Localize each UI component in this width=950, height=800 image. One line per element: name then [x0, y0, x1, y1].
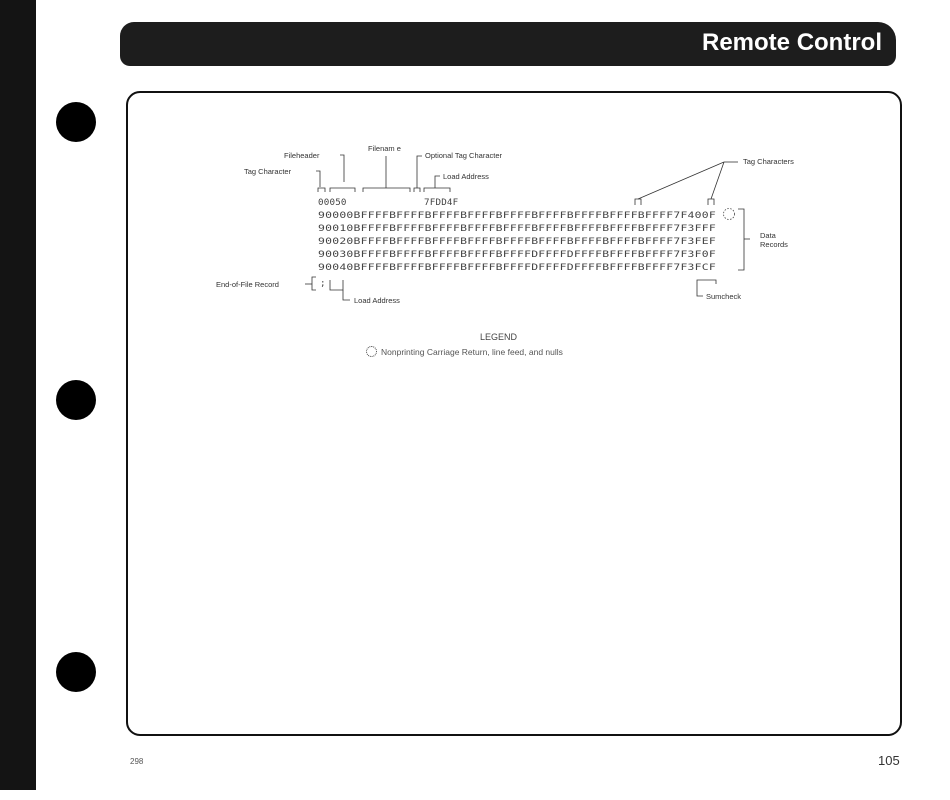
- bottom-load-address-leader: [343, 290, 350, 300]
- tag-char-leader: [638, 162, 724, 199]
- legend-row: [366, 346, 563, 357]
- carriage-return-symbol: [724, 209, 735, 220]
- tag-char-bracket: [708, 199, 714, 205]
- fileheader-label: Fileheader: [284, 151, 320, 160]
- optional-tag-bracket: [414, 188, 420, 192]
- load-address-leader: [435, 176, 440, 188]
- sumcheck-bracket: [697, 280, 716, 284]
- data-record: 90020BFFFFBFFFFBFFFFBFFFFBFFFFBFFFFBFFFFBFFFFBFFFF7F3FEF: [318, 236, 716, 247]
- legend-title: LEGEND: [480, 332, 518, 342]
- tag-char-leader: [711, 162, 724, 199]
- filename-bracket: [363, 188, 410, 192]
- dotted-circle-icon: [366, 346, 377, 357]
- tag-bracket: [318, 188, 325, 192]
- data-record: 90030BFFFFBFFFFBFFFFBFFFFBFFFFDFFFFDFFFFBFFFFBFFFF7F3F0F: [318, 249, 716, 260]
- page-number-left: 298: [130, 757, 144, 766]
- tag-character-label: Tag Character: [244, 167, 292, 176]
- data-record: 90040BFFFFBFFFFBFFFFBFFFFBFFFFDFFFFDFFFFBFFFFBFFFF7F3FCF: [318, 262, 716, 273]
- bottom-load-address-bracket: [330, 280, 343, 290]
- data-record: 90010BFFFFBFFFFBFFFFBFFFFBFFFFBFFFFBFFFFBFFFFBFFFF7F3FFF: [318, 223, 716, 234]
- legend-text: Nonprinting Carriage Return, line feed, and nulls: [381, 346, 563, 357]
- fileheader-leader: [340, 155, 344, 182]
- tag-characters-label: Tag Characters: [743, 157, 794, 166]
- bottom-load-address-label: Load Address: [354, 296, 400, 305]
- data-records-label: Data: [760, 231, 776, 240]
- tag-character-leader: [316, 171, 320, 187]
- eof-record-label: End-of-File Record: [216, 280, 279, 289]
- load-address-bracket: [424, 188, 450, 192]
- load-address-label: Load Address: [443, 172, 489, 181]
- optional-tag-label: Optional Tag Character: [425, 151, 502, 160]
- data-record: 90000BFFFFBFFFFBFFFFBFFFFBFFFFBFFFFBFFFFBFFFFBFFFF7F400F: [318, 210, 716, 221]
- data-records-label-2: Records: [760, 240, 788, 249]
- fileheader-bracket: [330, 188, 355, 192]
- optional-tag-leader: [417, 156, 422, 188]
- sumcheck-leader: [697, 284, 703, 296]
- sumcheck-label: Sumcheck: [706, 292, 742, 301]
- filename-label: Filenam e: [368, 144, 401, 153]
- eof-line: ;: [320, 278, 326, 289]
- data-records-bracket: [738, 209, 744, 270]
- page-title: Remote Control: [702, 29, 882, 56]
- header-line-right: 7FDD4F: [424, 197, 459, 208]
- header-line-left: 00050: [318, 197, 347, 208]
- page-number-right: 105: [878, 753, 900, 768]
- eof-bracket: [312, 277, 316, 290]
- tag-char-bracket: [635, 199, 641, 205]
